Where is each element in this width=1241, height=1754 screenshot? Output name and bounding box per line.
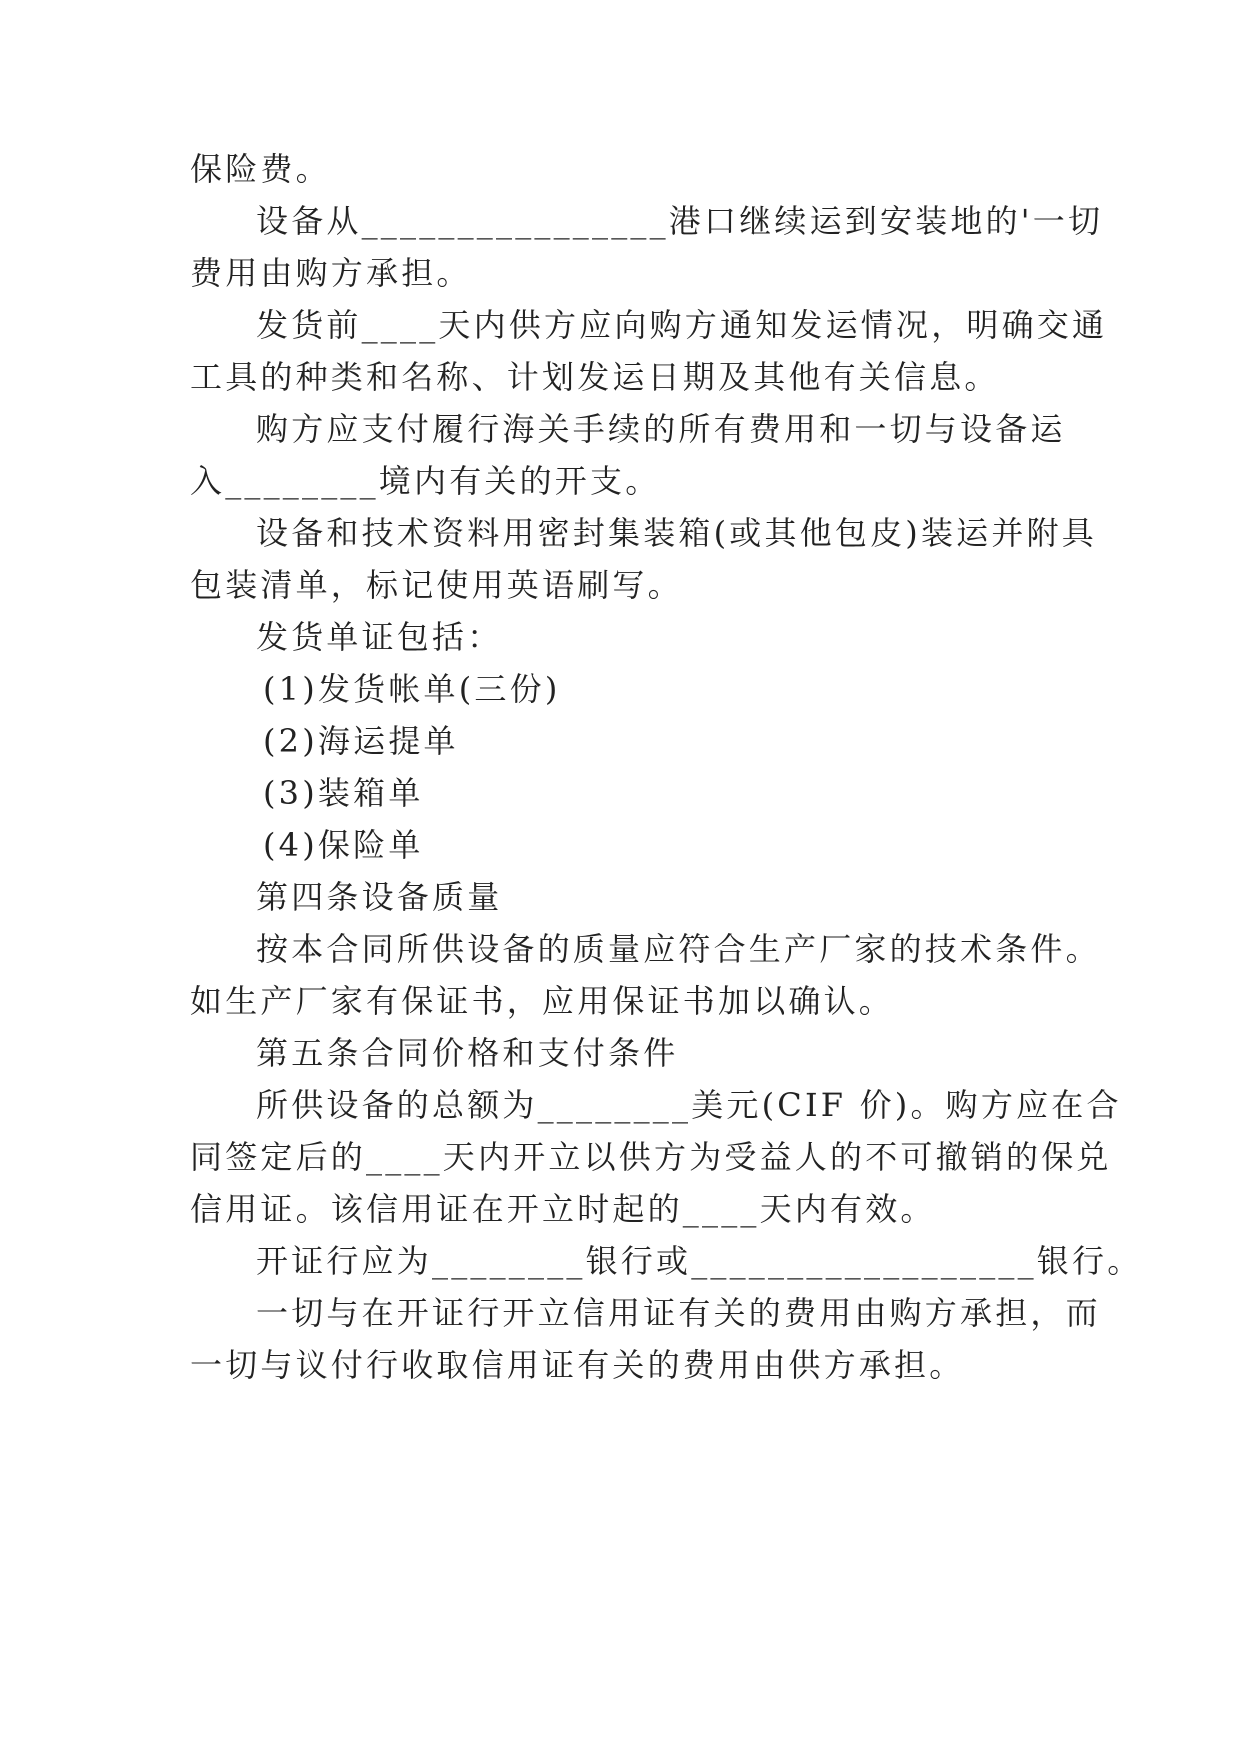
- text-line: 信用证。该信用证在开立时起的____天内有效。: [190, 1190, 936, 1228]
- text-line: 费用由购方承担。: [190, 254, 472, 292]
- text-line: 发货单证包括：: [256, 618, 503, 656]
- text-line: 一切与在开证行开立信用证有关的费用由购方承担，而: [256, 1294, 1101, 1332]
- text-line: 设备从________________港口继续运到安装地的'一切: [256, 202, 1104, 240]
- list-item: (1)发货帐单(三份): [263, 670, 561, 708]
- text-line: 设备和技术资料用密封集装箱(或其他包皮)装运并附具: [256, 514, 1097, 552]
- text-line: 发货前____天内供方应向购方通知发运情况，明确交通: [256, 306, 1108, 344]
- text-line: 工具的种类和名称、计划发运日期及其他有关信息。: [190, 358, 1000, 396]
- text-line: 按本合同所供设备的质量应符合生产厂家的技术条件。: [256, 930, 1101, 968]
- section-heading: 第五条合同价格和支付条件: [256, 1034, 679, 1072]
- text-line: 所供设备的总额为________美元(CIF 价)。购方应在合: [256, 1086, 1122, 1124]
- list-item: (3)装箱单: [263, 774, 424, 812]
- text-line: 包装清单，标记使用英语刷写。: [190, 566, 683, 604]
- text-line: 一切与议付行收取信用证有关的费用由供方承担。: [190, 1346, 965, 1384]
- list-item: (2)海运提单: [263, 722, 459, 760]
- text-line: 入________境内有关的开支。: [190, 462, 661, 500]
- text-line: 开证行应为________银行或__________________银行。: [256, 1242, 1143, 1280]
- text-line: 保险费。: [190, 150, 331, 188]
- text-line: 同签定后的____天内开立以供方为受益人的不可撤销的保兑: [190, 1138, 1112, 1176]
- text-line: 如生产厂家有保证书，应用保证书加以确认。: [190, 982, 895, 1020]
- list-item: (4)保险单: [263, 826, 424, 864]
- text-line: 购方应支付履行海关手续的所有费用和一切与设备运: [256, 410, 1066, 448]
- section-heading: 第四条设备质量: [256, 878, 503, 916]
